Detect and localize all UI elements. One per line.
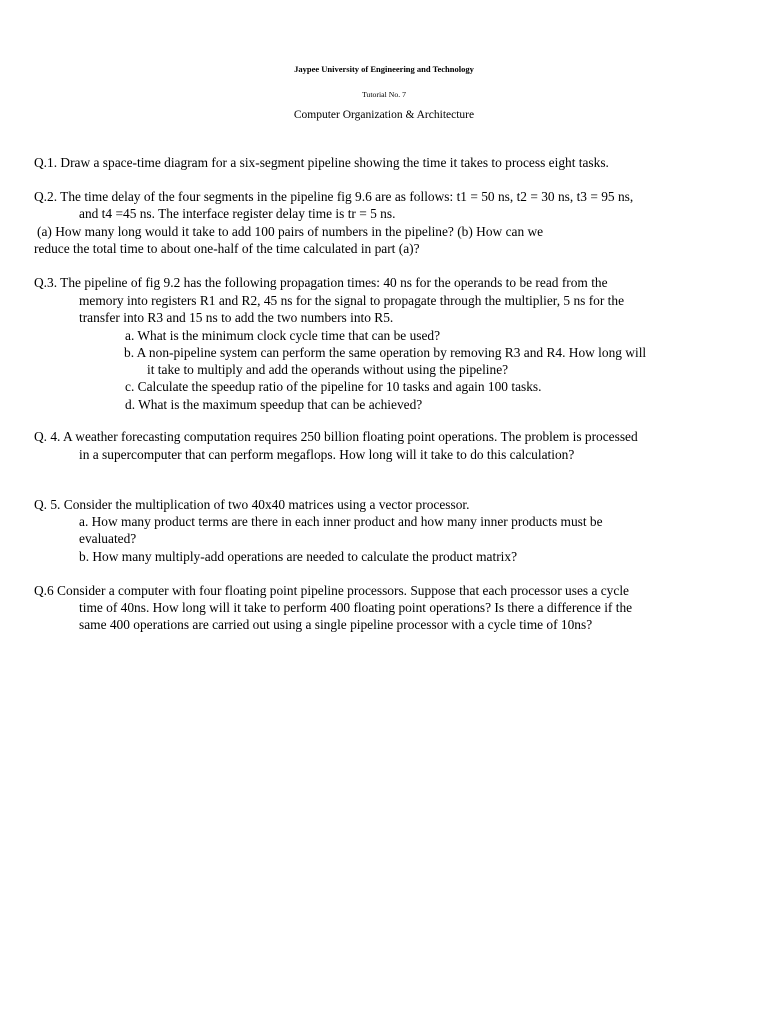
q6-line-1: Q.6 Consider a computer with four floating point pipeline processors. Suppose that each processor uses a cycle [34, 583, 629, 598]
university-title: Jaypee University of Engineering and Technology [294, 64, 474, 74]
q2-line-2: and t4 =45 ns. The interface register delay time is tr = 5 ns. [79, 206, 396, 221]
q5-part-b: b. How many multiply-add operations are needed to calculate the product matrix? [79, 549, 518, 564]
q4-line-2: in a supercomputer that can perform megaflops. How long will it take to do this calculation? [79, 447, 575, 462]
q3-part-b-line-2: it take to multiply and add the operands without using the pipeline? [147, 362, 509, 377]
q3-part-a: a. What is the minimum clock cycle time that can be used? [125, 328, 441, 343]
q4-line-1: Q. 4. A weather forecasting computation requires 250 billion floating point operations. The problem is processed [34, 429, 638, 444]
q1-text: Q.1. Draw a space-time diagram for a six-segment pipeline showing the time it takes to process eight tasks. [34, 155, 609, 170]
q3-part-d: d. What is the maximum speedup that can be achieved? [125, 397, 423, 412]
course-title: Computer Organization & Architecture [293, 109, 475, 121]
tutorial-number: Tutorial No. 7 [361, 90, 407, 99]
q5-line-1: Q. 5. Consider the multiplication of two 40x40 matrices using a vector processor. [34, 497, 470, 512]
q3-part-c: c. Calculate the speedup ratio of the pipeline for 10 tasks and again 100 tasks. [125, 379, 542, 394]
q5-part-a-line-1: a. How many product terms are there in each inner product and how many inner products must be [79, 514, 603, 529]
q2-line-1: Q.2. The time delay of the four segments in the pipeline fig 9.6 are as follows: t1 = 50 ns, t2 = 30 ns, t3 = 95 ns, [34, 189, 634, 204]
q6-line-2: time of 40ns. How long will it take to perform 400 floating point operations? Is there a difference if the [79, 600, 633, 615]
q2-line-4: reduce the total time to about one-half of the time calculated in part (a)? [34, 241, 420, 256]
q6-line-3: same 400 operations are carried out using a single pipeline processor with a cycle time of 10ns? [79, 617, 593, 632]
q2-line-3: (a) How many long would it take to add 100 pairs of numbers in the pipeline? (b) How can we [37, 224, 544, 239]
q3-line-1: Q.3. The pipeline of fig 9.2 has the following propagation times: 40 ns for the operands to be read from the [34, 275, 608, 290]
q3-line-2: memory into registers R1 and R2, 45 ns for the signal to propagate through the multiplier, 5 ns for the [79, 293, 625, 308]
q3-line-3: transfer into R3 and 15 ns to add the two numbers into R5. [79, 310, 394, 325]
q3-part-b-line-1: b. A non-pipeline system can perform the same operation by removing R3 and R4. How long will [124, 345, 647, 360]
q5-part-a-line-2: evaluated? [79, 531, 137, 546]
